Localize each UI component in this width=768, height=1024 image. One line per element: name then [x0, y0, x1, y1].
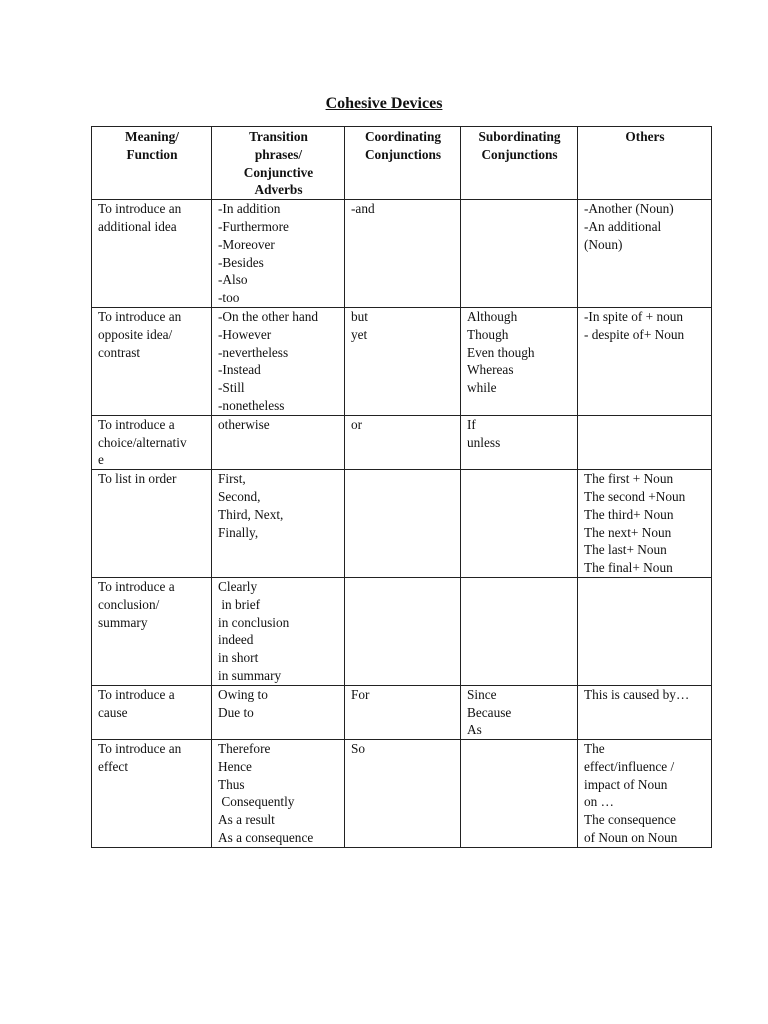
- cell-line: -In spite of + noun: [584, 308, 684, 324]
- header-line: Subordinating: [478, 129, 561, 144]
- cell-line: This is caused by…: [584, 686, 690, 702]
- cell-line: (Noun): [584, 236, 623, 252]
- cell-line: Third, Next,: [218, 506, 284, 522]
- coordinating-cell: [345, 577, 461, 685]
- table-row: [92, 740, 712, 848]
- cell-line: -Also: [218, 272, 248, 288]
- others-cell: [578, 200, 712, 308]
- header-line: Conjunctions: [481, 146, 558, 162]
- cell-line: As: [467, 722, 482, 738]
- transition-cell: [212, 685, 345, 739]
- cell-line: effect: [98, 758, 129, 774]
- subordinating-cell: [461, 740, 578, 848]
- header-line: Conjunctions: [364, 146, 442, 162]
- cell-line: in short: [218, 650, 259, 666]
- cell-line: Since: [467, 686, 497, 702]
- table-header-row: [92, 127, 712, 200]
- cell-line: unless: [467, 434, 501, 450]
- function-cell: [92, 470, 212, 578]
- header-line: Others: [625, 129, 665, 144]
- header-coordinating-conjunctions: [345, 127, 461, 200]
- table-row: [92, 685, 712, 739]
- cell-line: The: [584, 741, 605, 757]
- header-line: Meaning/: [125, 129, 179, 144]
- cell-line: -Another (Noun): [584, 201, 674, 217]
- function-cell: [92, 685, 212, 739]
- cell-line: The first + Noun: [584, 471, 674, 487]
- others-cell: [578, 307, 712, 415]
- table-body: [92, 200, 712, 848]
- cell-line: -Furthermore: [218, 218, 289, 234]
- cell-line: Although: [467, 308, 518, 324]
- cell-line: Consequently: [218, 794, 295, 810]
- cell-line: -Besides: [218, 254, 264, 270]
- cell-line: effect/influence /: [584, 758, 675, 774]
- function-cell: [92, 740, 212, 848]
- cell-line: If: [467, 416, 476, 432]
- header-line: Transition: [249, 129, 308, 144]
- cell-line: opposite idea/: [98, 326, 173, 342]
- cell-line: choice/alternativ: [98, 434, 187, 450]
- header-transition-phrases: [212, 127, 345, 200]
- others-cell: [578, 577, 712, 685]
- function-cell: [92, 415, 212, 469]
- cell-line: of Noun on Noun: [584, 830, 678, 846]
- cohesive-devices-table: [91, 126, 712, 848]
- coordinating-cell: [345, 307, 461, 415]
- cell-line: So: [351, 741, 366, 757]
- cell-line: -too: [218, 290, 240, 306]
- header-subordinating-conjunctions: [461, 127, 578, 200]
- function-cell: [92, 307, 212, 415]
- cell-line: To introduce an: [98, 741, 182, 757]
- table-row: [92, 307, 712, 415]
- page-title: Cohesive Devices: [325, 95, 443, 112]
- cell-line: in brief: [218, 596, 261, 612]
- subordinating-cell: [461, 685, 578, 739]
- cell-line: indeed: [218, 632, 254, 648]
- transition-cell: [212, 470, 345, 578]
- cell-line: on …: [584, 794, 614, 810]
- coordinating-cell: [345, 685, 461, 739]
- cell-line: -Still: [218, 380, 245, 396]
- cell-line: otherwise: [218, 416, 270, 432]
- cell-line: yet: [351, 326, 368, 342]
- subordinating-cell: [461, 307, 578, 415]
- cell-line: Clearly: [218, 578, 258, 594]
- cell-line: The consequence: [584, 812, 676, 828]
- cell-line: To introduce a: [98, 578, 175, 594]
- cell-line: in summary: [218, 667, 282, 683]
- cell-line: Therefore: [218, 741, 271, 757]
- cell-line: impact of Noun: [584, 776, 668, 792]
- others-cell: [578, 740, 712, 848]
- cell-line: Owing to: [218, 686, 268, 702]
- cell-line: The third+ Noun: [584, 506, 674, 522]
- cell-line: -and: [351, 201, 375, 217]
- subordinating-cell: [461, 415, 578, 469]
- table-row: [92, 470, 712, 578]
- cell-line: contrast: [98, 344, 141, 360]
- function-cell: [92, 200, 212, 308]
- cell-line: Thus: [218, 776, 245, 792]
- cell-line: The last+ Noun: [584, 542, 667, 558]
- subordinating-cell: [461, 470, 578, 578]
- header-meaning-function: [92, 127, 212, 200]
- transition-cell: [212, 577, 345, 685]
- header-others: [578, 127, 712, 200]
- transition-cell: [212, 307, 345, 415]
- cell-line: e: [98, 452, 104, 468]
- subordinating-cell: [461, 200, 578, 308]
- cell-line: Finally,: [218, 524, 259, 540]
- cell-line: To introduce an: [98, 308, 182, 324]
- cell-line: -However: [218, 326, 272, 342]
- cell-line: Though: [467, 326, 509, 342]
- cell-line: -Moreover: [218, 236, 275, 252]
- cell-line: First,: [218, 471, 246, 487]
- cell-line: conclusion/: [98, 596, 160, 612]
- transition-cell: [212, 200, 345, 308]
- cell-line: The next+ Noun: [584, 524, 672, 540]
- coordinating-cell: [345, 470, 461, 578]
- header-line: Adverbs: [254, 182, 303, 198]
- cell-line: As a consequence: [218, 830, 314, 846]
- cell-line: To introduce an: [98, 201, 182, 217]
- cell-line: - despite of+ Noun: [584, 326, 685, 342]
- cell-line: while: [467, 380, 497, 396]
- cell-line: -In addition: [218, 201, 281, 217]
- cell-line: Hence: [218, 758, 252, 774]
- coordinating-cell: [345, 200, 461, 308]
- cell-line: To list in order: [98, 471, 177, 487]
- cell-line: -Instead: [218, 362, 261, 378]
- header-line: phrases/: [254, 146, 303, 162]
- coordinating-cell: [345, 415, 461, 469]
- cell-line: Even though: [467, 344, 535, 360]
- cell-line: additional idea: [98, 218, 177, 234]
- transition-cell: [212, 415, 345, 469]
- cell-line: cause: [98, 704, 128, 720]
- others-cell: [578, 685, 712, 739]
- table-row: [92, 200, 712, 308]
- cell-line: summary: [98, 614, 148, 630]
- cell-line: -nonetheless: [218, 397, 285, 413]
- cell-line: -On the other hand: [218, 308, 319, 324]
- transition-cell: [212, 740, 345, 848]
- cell-line: Due to: [218, 704, 254, 720]
- function-cell: [92, 577, 212, 685]
- header-line: Function: [126, 146, 178, 162]
- others-cell: [578, 470, 712, 578]
- coordinating-cell: [345, 740, 461, 848]
- cell-line: The final+ Noun: [584, 560, 673, 576]
- cell-line: As a result: [218, 812, 275, 828]
- cell-line: Second,: [218, 488, 261, 504]
- cell-line: in conclusion: [218, 614, 290, 630]
- cell-line: Whereas: [467, 362, 514, 378]
- cell-line: but: [351, 308, 368, 324]
- cell-line: To introduce a: [98, 416, 175, 432]
- header-line: Conjunctive: [243, 164, 314, 180]
- cell-line: Because: [467, 704, 512, 720]
- cell-line: -An additional: [584, 218, 662, 234]
- cell-line: The second +Noun: [584, 488, 686, 504]
- cell-line: For: [351, 686, 370, 702]
- cell-line: or: [351, 416, 363, 432]
- table-row: [92, 415, 712, 469]
- header-line: Coordinating: [364, 129, 442, 144]
- others-cell: [578, 415, 712, 469]
- cell-line: -nevertheless: [218, 344, 289, 360]
- cell-line: To introduce a: [98, 686, 175, 702]
- table-row: [92, 577, 712, 685]
- subordinating-cell: [461, 577, 578, 685]
